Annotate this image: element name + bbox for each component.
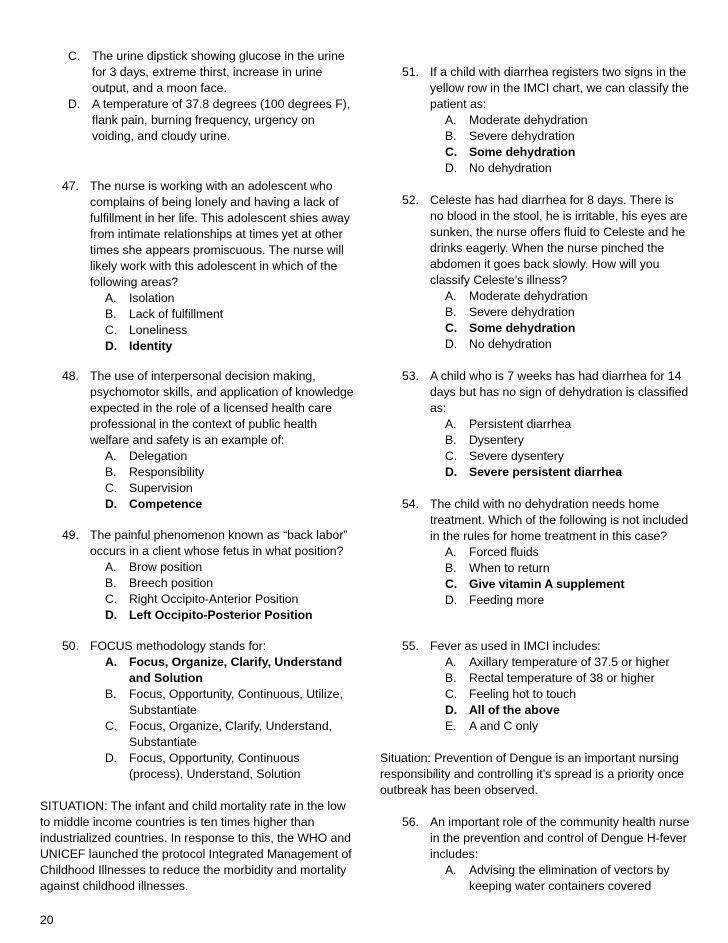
question-number: 56. [402, 815, 419, 829]
option-letter: C. [445, 145, 458, 159]
option-letter: C. [105, 719, 118, 733]
option-51-d [445, 160, 690, 176]
question-49 [62, 527, 357, 623]
question-number: 48. [62, 369, 79, 383]
option-text: Moderate dehydration [469, 289, 588, 303]
option-46-d [68, 96, 356, 144]
option-letter: D. [105, 497, 118, 511]
option-text: All of the above [469, 703, 560, 717]
question-number: 47. [62, 179, 79, 193]
option-letter: B. [445, 433, 457, 447]
option-letter: C. [445, 321, 458, 335]
option-text: Focus, Organize, Clarify, Understand and Solution [129, 655, 343, 685]
options-48 [105, 448, 357, 512]
option-55-b [445, 670, 690, 686]
question-number: 51. [402, 65, 419, 79]
option-letter: A. [445, 417, 457, 431]
option-text: The urine dipstick showing glucose in the urine for 3 days, extreme thirst, increase in urine output, and a moon face. [92, 49, 345, 95]
question-text: The child with no dehydration needs home treatment. Which of the following is not included in the rules for home treatment in this case? [430, 497, 689, 543]
question-55 [402, 638, 690, 734]
options-46 [68, 48, 356, 144]
option-text: Right Occipito-Anterior Position [129, 592, 299, 606]
question-number: 52. [402, 193, 419, 207]
option-55-a [445, 654, 690, 670]
option-49-b [105, 575, 357, 591]
question-text: The painful phenomenon known as “back labor” occurs in a client whose fetus in what position? [90, 528, 348, 558]
situation-dengue: Situation: Prevention of Dengue is an important nursing responsibility and controlling it’s spread is a priority once outbreak has been observed. [380, 751, 684, 797]
option-letter: D. [445, 593, 458, 607]
option-47-c [105, 322, 357, 338]
option-52-b [445, 304, 690, 320]
option-text: Severe dysentery [469, 449, 564, 463]
question-number: 53. [402, 369, 419, 383]
option-52-d [445, 336, 690, 352]
option-letter: D. [105, 339, 118, 353]
option-text: Forced fluids [469, 545, 539, 559]
option-text: Focus, Opportunity, Continuous (process), Understand, Solution [129, 751, 301, 781]
option-47-d-correct [105, 338, 357, 354]
question-text: An important role of the community health nurse in the prevention and control of Dengue H-fever includes: [430, 815, 690, 861]
options-51 [445, 112, 690, 176]
question-47 [62, 178, 357, 354]
option-55-e [445, 718, 690, 734]
option-48-a [105, 448, 357, 464]
option-letter: D. [105, 608, 118, 622]
option-text: When to return [469, 561, 550, 575]
option-text: Delegation [129, 449, 188, 463]
options-53 [445, 416, 690, 480]
option-letter: C. [105, 481, 118, 495]
option-text: Loneliness [129, 323, 188, 337]
option-letter: A. [445, 545, 457, 559]
option-text: Lack of fulfillment [129, 307, 224, 321]
option-46-c [68, 48, 356, 96]
option-text: Dysentery [469, 433, 524, 447]
question-text: Fever as used in IMCI includes: [430, 639, 601, 653]
option-letter: B. [105, 687, 117, 701]
option-letter: A. [105, 655, 118, 669]
option-letter: D. [105, 751, 118, 765]
question-54 [402, 496, 690, 608]
option-text: Responsibility [129, 465, 205, 479]
option-56-a [445, 862, 690, 894]
question-number: 49. [62, 528, 79, 542]
option-text: A and C only [469, 719, 539, 733]
option-48-d-correct [105, 496, 357, 512]
options-50 [105, 654, 357, 782]
option-letter: C. [445, 687, 458, 701]
question-number: 54. [402, 497, 419, 511]
option-51-a [445, 112, 690, 128]
option-text: Severe persistent diarrhea [469, 465, 623, 479]
option-48-b [105, 464, 357, 480]
option-text: Competence [129, 497, 203, 511]
option-letter: B. [445, 671, 457, 685]
option-55-c [445, 686, 690, 702]
option-48-c [105, 480, 357, 496]
option-text: Give vitamin A supplement [469, 577, 625, 591]
option-text: Brow position [129, 560, 203, 574]
option-47-b [105, 306, 357, 322]
question-text: The nurse is working with an adolescent who complains of being lonely and having a lack of fulfillment in her life. This adolescent shies away from intimate relationships at times yet at other times she appears promiscuous. The nurse will likely work with this adolescent in which of the following areas? [90, 179, 350, 289]
options-54 [445, 544, 690, 608]
option-letter: B. [105, 465, 117, 479]
options-56 [445, 862, 690, 894]
option-text: Severe dehydration [469, 305, 575, 319]
option-letter: C. [105, 323, 118, 337]
question-51 [402, 64, 690, 176]
option-letter: D. [68, 97, 81, 111]
option-text: Feeding more [469, 593, 545, 607]
option-54-d [445, 592, 690, 608]
question-number: 50. [62, 639, 79, 653]
question-text: If a child with diarrhea registers two signs in the yellow row in the IMCI chart, we can classify the patient as: [430, 65, 689, 111]
option-53-a [445, 416, 690, 432]
option-53-b [445, 432, 690, 448]
option-letter: D. [445, 703, 458, 717]
option-55-d-correct [445, 702, 690, 718]
option-50-d [105, 750, 357, 782]
option-text: Identity [129, 339, 173, 353]
option-50-c [105, 718, 357, 750]
option-letter: B. [105, 307, 117, 321]
question-text: FOCUS methodology stands for: [90, 639, 267, 653]
option-letter: D. [445, 337, 458, 351]
question-number: 55. [402, 639, 419, 653]
option-text: Left Occipito-Posterior Position [129, 608, 313, 622]
question-53 [402, 368, 690, 480]
option-text: No dehydration [469, 337, 552, 351]
options-52 [445, 288, 690, 352]
question-48 [62, 368, 357, 512]
option-51-c-correct [445, 144, 690, 160]
option-53-c [445, 448, 690, 464]
option-54-a [445, 544, 690, 560]
question-52 [402, 192, 690, 352]
option-letter: D. [445, 465, 458, 479]
option-53-d-correct [445, 464, 690, 480]
option-text: Some dehydration [469, 145, 576, 159]
page-number: 20 [40, 913, 54, 927]
option-text: Persistent diarrhea [469, 417, 572, 431]
option-letter: E. [445, 719, 457, 733]
options-47 [105, 290, 357, 354]
option-letter: A. [445, 863, 457, 877]
option-47-a [105, 290, 357, 306]
option-letter: A. [105, 449, 117, 463]
option-text: Moderate dehydration [469, 113, 588, 127]
option-50-b [105, 686, 357, 718]
question-text: The use of interpersonal decision making, psychomotor skills, and application of knowledge expected in the role of a licensed health care professional in the context of public health welfare and safety is an example of: [90, 369, 354, 447]
option-letter: C. [445, 449, 458, 463]
situation-imci: SITUATION: The infant and child mortality rate in the low to middle income countries is ten times higher than industrialized countries. In response to this, the WHO and UNICEF launched the protocol Integrated Management of Childhood Illnesses to reduce the morbidity and mortality against childhood illnesses. [40, 799, 352, 893]
option-letter: B. [105, 576, 117, 590]
option-text: Severe dehydration [469, 129, 575, 143]
option-49-c [105, 591, 357, 607]
option-letter: B. [445, 561, 457, 575]
option-52-a [445, 288, 690, 304]
question-50 [62, 638, 357, 782]
option-letter: D. [445, 161, 458, 175]
option-letter: A. [445, 655, 457, 669]
option-49-a [105, 559, 357, 575]
option-text: Some dehydration [469, 321, 576, 335]
option-text: Focus, Organize, Clarify, Understand, Substantiate [129, 719, 332, 749]
option-text: Isolation [129, 291, 175, 305]
option-text: No dehydration [469, 161, 552, 175]
options-55 [445, 654, 690, 734]
option-letter: A. [105, 560, 117, 574]
option-letter: C. [445, 577, 458, 591]
option-letter: A. [445, 289, 457, 303]
option-letter: B. [445, 305, 457, 319]
option-52-c-correct [445, 320, 690, 336]
option-49-d-correct [105, 607, 357, 623]
option-letter: A. [105, 291, 117, 305]
option-text: Feeling hot to touch [469, 687, 577, 701]
option-51-b [445, 128, 690, 144]
option-text: Rectal temperature of 38 or higher [469, 671, 655, 685]
question-56 [402, 814, 690, 894]
option-text: Supervision [129, 481, 193, 495]
option-text: Axillary temperature of 37.5 or higher [469, 655, 670, 669]
question-text: A child who is 7 weeks has had diarrhea for 14 days but has no sign of dehydration is classified as: [430, 369, 689, 415]
option-text: Advising the elimination of vectors by keeping water containers covered [469, 863, 670, 893]
option-letter: C. [105, 592, 118, 606]
option-54-c-correct [445, 576, 690, 592]
option-letter: C. [68, 49, 81, 63]
options-49 [105, 559, 357, 623]
option-50-a-correct [105, 654, 357, 686]
option-letter: A. [445, 113, 457, 127]
option-text: Focus, Opportunity, Continuous, Utilize, Substantiate [129, 687, 343, 717]
option-text: A temperature of 37.8 degrees (100 degrees F), flank pain, burning frequency, urgency on voiding, and cloudy urine. [92, 97, 351, 143]
question-text: Celeste has had diarrhea for 8 days. There is no blood in the stool, he is irritable, his eyes are sunken, the nurse offers fluid to Celeste and he drinks eagerly. When the nurse pinched the abdomen it goes back slowly. How will you classify Celeste’s illness? [430, 193, 688, 287]
question-46-continuation [68, 48, 356, 144]
option-text: Breech position [129, 576, 214, 590]
option-letter: B. [445, 129, 457, 143]
option-54-b [445, 560, 690, 576]
